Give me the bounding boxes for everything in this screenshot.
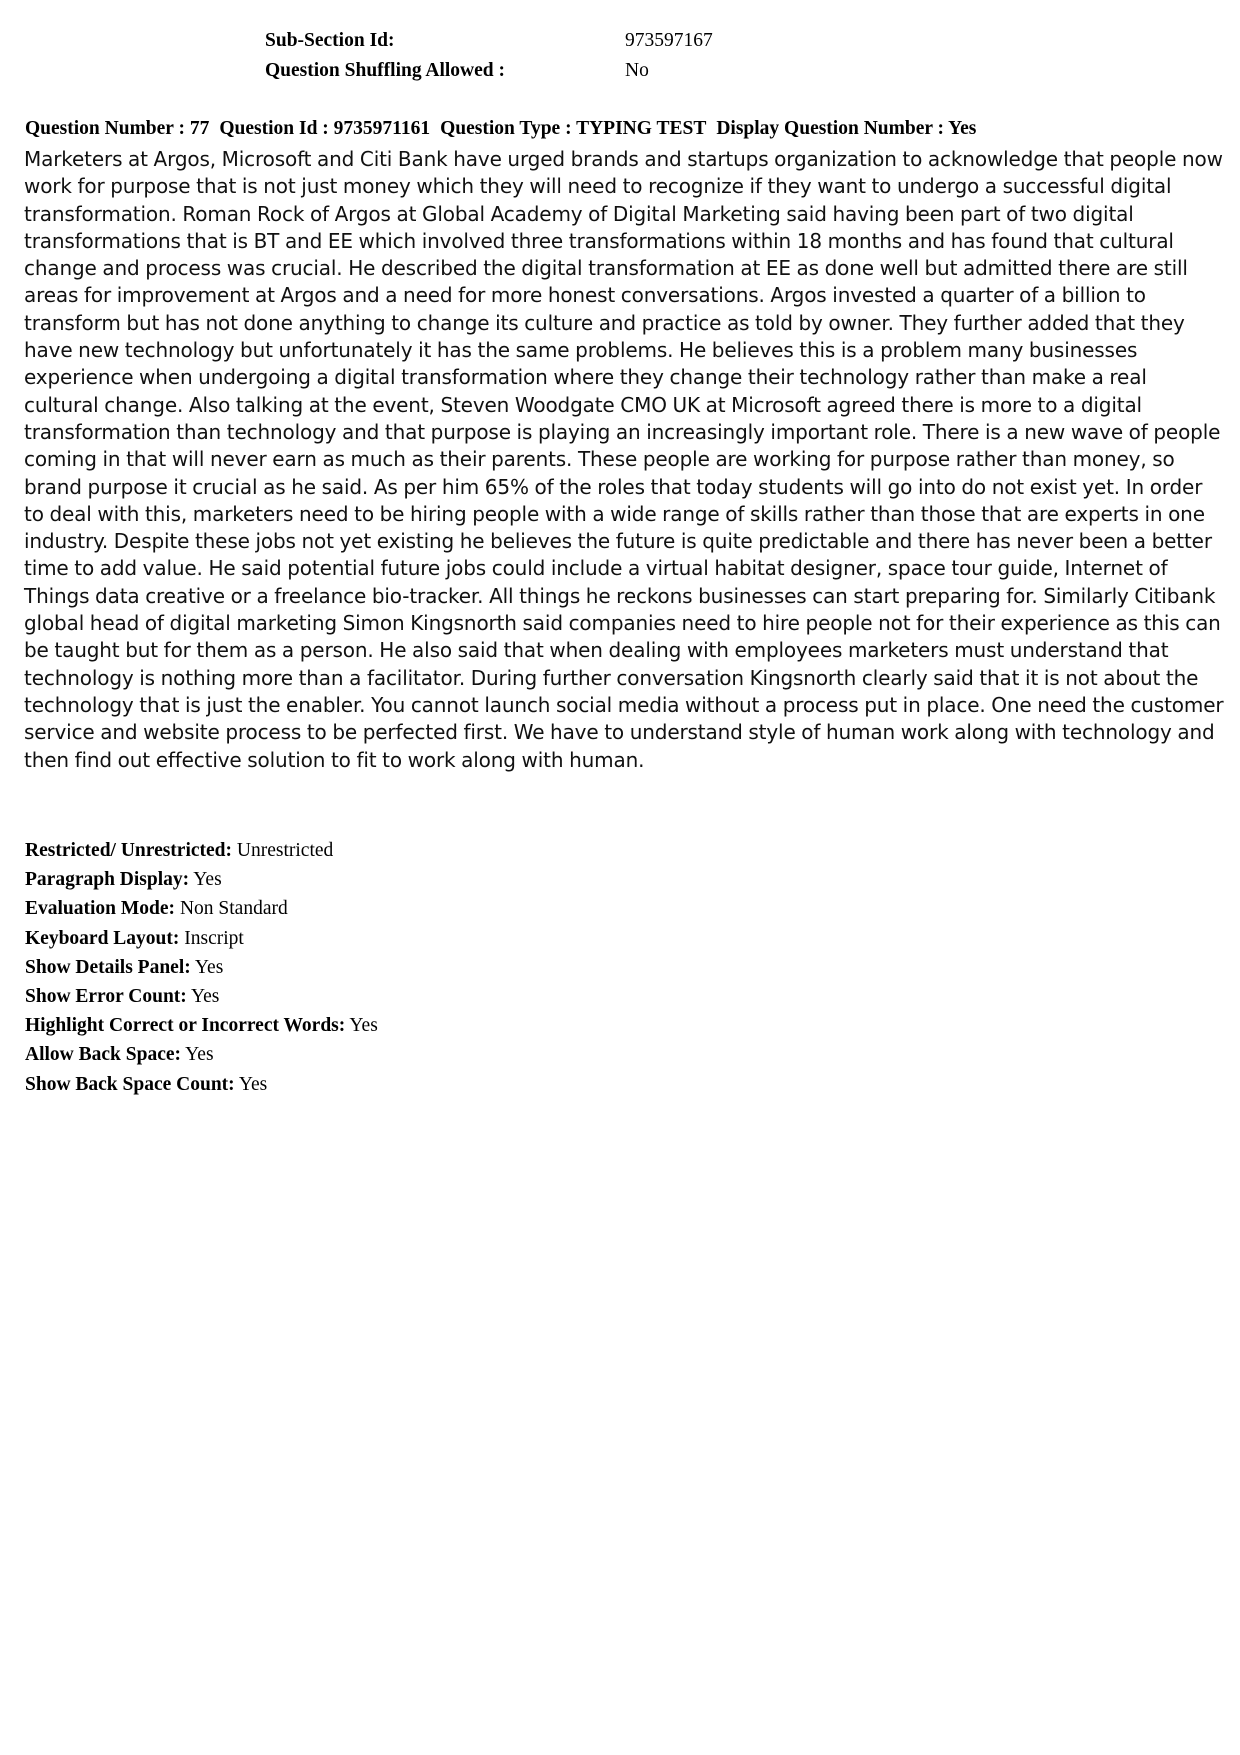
property-show-error-count — [25, 982, 378, 1011]
property-key: Keyboard Layout: — [25, 927, 180, 949]
property-key: Show Back Space Count: — [25, 1073, 235, 1095]
question-shuffling-row — [265, 56, 713, 86]
typing-passage: Marketers at Argos, Microsoft and Citi Bank have urged brands and startups organization to acknowledge that people now work for purpose that is not just money which they will need to recognize if they want to undergo a successful digital transformation. Roman Rock of Argos at Global Academy of Digital Marketing said having been part of two digital transformations that is BT and EE which involved three transformations within 18 months and has found that cultural change and process was crucial. He described the digital transformation at EE as done well but admitted there are still areas for improvement at Argos and a need for more honest conversations. Argos invested a quarter of a billion to transform but has not done anything to change its culture and practice as told by owner. They further added that they have new technology but unfortunately it has the same problems. He believes this is a problem many businesses experience when undergoing a digital transformation where they change their technology rather than make a real cultural change. Also talking at the event, Steven Woodgate CMO UK at Microsoft agreed there is more to a digital transformation than technology and that purpose is playing an increasingly important role. There is a new wave of people coming in that will never earn as much as their parents. These people are working for purpose rather than money, so brand purpose it crucial as he said. As per him 65% of the roles that today students will go into do not exist yet. In order to deal with this, marketers need to be hiring people with a wide range of skills rather than those that are experts in one industry. Despite these jobs not yet existing he believes the future is quite predictable and there has never been a better time to add value. He said potential future jobs could include a virtual habitat designer, space tour guide, Internet of Things data creative or a freelance bio-tracker. All things he reckons businesses can start preparing for. Similarly Citibank global head of digital marketing Simon Kingsnorth said companies need to hire people not for their experience as this can be taught but for them as a person. He also said that when dealing with employees marketers must understand that technology is nothing more than a facilitator. During further conversation Kingsnorth clearly said that it is not about the technology that is just the enabler. You cannot launch social media without a process put in place. One need the customer service and website process to be perfected first. We have to understand style of human work along with technology and then find out effective solution to fit to work along with human. — [24, 147, 1224, 772]
question-number: Question Number : 77 — [25, 118, 210, 139]
subsection-id-label: Sub-Section Id: — [265, 30, 395, 51]
question-shuffling-value: No — [625, 60, 649, 81]
question-header — [25, 118, 976, 140]
property-value: Unrestricted — [236, 840, 334, 861]
property-key: Restricted/ Unrestricted: — [25, 840, 233, 861]
property-key: Allow Back Space: — [25, 1044, 181, 1066]
question-type: Question Type : TYPING TEST — [440, 118, 707, 139]
subsection-id-value: 973597167 — [625, 30, 713, 51]
property-highlight-words — [25, 1011, 378, 1040]
property-keyboard-layout — [25, 924, 378, 953]
property-show-back-space-count — [25, 1070, 378, 1099]
property-key: Evaluation Mode: — [25, 898, 176, 920]
subsection-id-row — [265, 26, 713, 56]
property-allow-back-space — [25, 1040, 378, 1069]
question-id: Question Id : 9735971161 — [219, 118, 431, 139]
property-key: Highlight Correct or Incorrect Words: — [25, 1015, 346, 1037]
subsection-info — [265, 26, 713, 86]
property-value: Yes — [194, 956, 224, 978]
question-shuffling-label: Question Shuffling Allowed : — [265, 60, 506, 81]
display-question-number: Display Question Number : Yes — [716, 118, 977, 139]
property-key: Show Error Count: — [25, 985, 187, 1007]
property-key: Show Details Panel: — [25, 956, 191, 978]
property-value: Yes — [190, 985, 220, 1007]
property-value: Yes — [238, 1073, 268, 1095]
property-value: Yes — [193, 869, 222, 891]
property-value: Yes — [349, 1015, 378, 1037]
property-value: Non Standard — [179, 898, 288, 920]
property-key: Paragraph Display: — [25, 869, 190, 891]
property-value: Inscript — [184, 927, 244, 949]
property-paragraph-display — [25, 865, 378, 894]
property-restricted — [25, 836, 378, 865]
question-properties — [25, 836, 378, 1099]
property-value: Yes — [185, 1044, 214, 1066]
property-show-details-panel — [25, 953, 378, 982]
property-evaluation-mode — [25, 894, 378, 923]
